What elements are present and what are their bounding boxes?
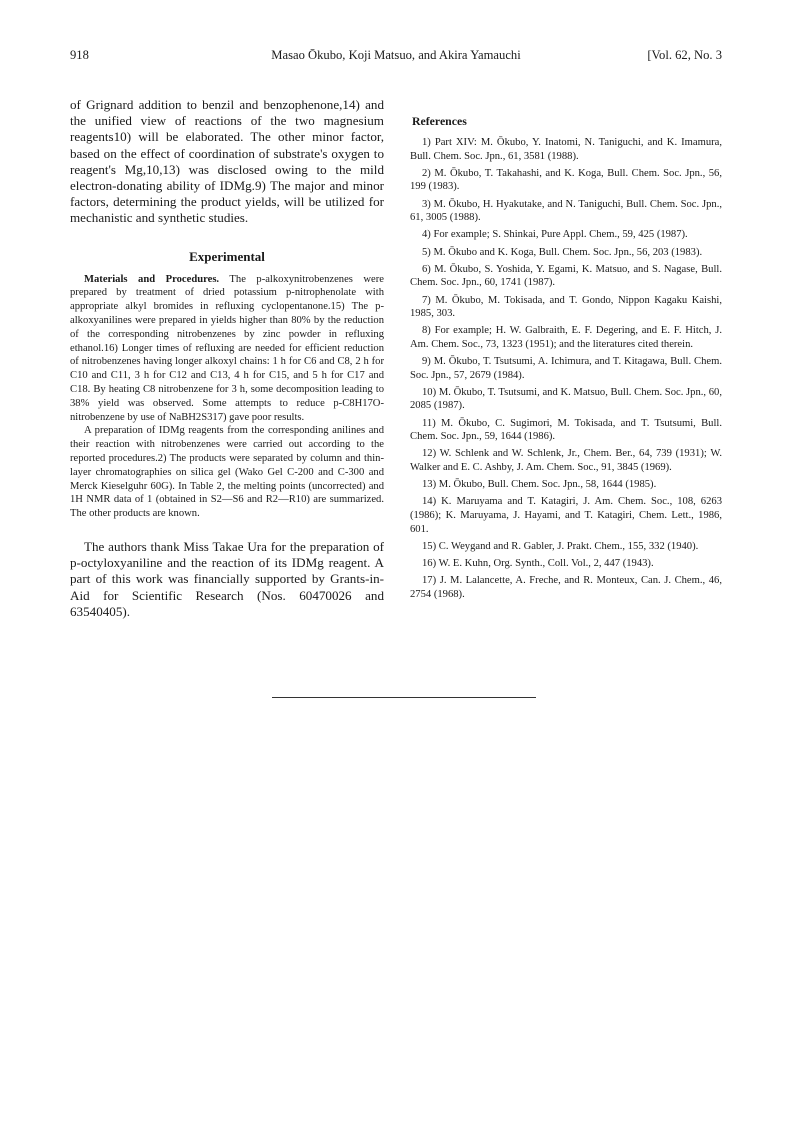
experimental-paragraph-1 xyxy=(70,273,384,425)
reference-item: 10) M. Ōkubo, T. Tsutsumi, and K. Matsuo, Bull. Chem. Soc. Jpn., 60, 2085 (1987). xyxy=(410,386,722,412)
reference-item: 2) M. Ōkubo, T. Takahashi, and K. Koga, Bull. Chem. Soc. Jpn., 56, 199 (1983). xyxy=(410,167,722,193)
reference-item: 16) W. E. Kuhn, Org. Synth., Coll. Vol., 2, 447 (1943). xyxy=(422,557,654,569)
acknowledgement: The authors thank Miss Takae Ura for the preparation of p-octyloxyaniline and the reaction of its IDMg reagent. A part of this work was financially supported by Grants-in-Aid for Scientific Research (Nos. 60470026 and 63540405). xyxy=(70,538,384,619)
reference-item: 17) J. M. Lalancette, A. Freche, and R. Monteux, Can. J. Chem., 46, 2754 (1968). xyxy=(410,575,722,600)
run-in-heading: Materials and Procedures. xyxy=(84,273,220,285)
experimental-paragraph-2: A preparation of IDMg reagents from the corresponding anilines and their reaction with nitrobenzenes were carried out according to the reported procedures.2) The products were separated by column and thin-layer chromatographies on silica gel (Wako Gel C-200 and C-300 and Merck Kieselguhr 60G). In Table 2, the melting points (uncorrected) and 1H NMR data of 1 (obtained in S2—S6 and R2—R10) are summarized. The other products are known. xyxy=(70,425,384,520)
left-column xyxy=(70,97,384,620)
reference-item: 5) M. Ōkubo and K. Koga, Bull. Chem. Soc. Jpn., 56, 203 (1983). xyxy=(422,246,703,258)
end-rule xyxy=(272,697,536,698)
page-number: 918 xyxy=(70,48,89,62)
reference-item: 15) C. Weygand and R. Gabler, J. Prakt. Chem., 155, 332 (1940). xyxy=(422,540,699,552)
reference-item: 11) M. Ōkubo, C. Sugimori, M. Tokisada, and T. Tsutsumi, Bull. Chem. Soc. Jpn., 59, 1644 (1986). xyxy=(410,417,722,443)
experimental-paragraph-1-text: The p-alkoxynitrobenzenes were prepared by treatment of dried potassium p-nitrophenolate with appropriate alkyl bromides in refluxing cyclopentanone.15) The p-alkoxyanilines were prepared in yields higher than 80% by the reduction of the corresponding nitrobenzenes by zinc powder in refluxing ethanol.16) Longer times of refluxing are needed for efficient reduction of nitrobenzenes having longer alkoxyl chains: 1 h for C6 and C8, 2 h for C10 and C11, 3 h for C12 and C13, 4 h for C15, and 5 h for C17 and C18. By heating C8 nitrobenzene for 3 h, some decomposition leading to 38% yield was observed. Some attempts to reduce p-C8H17O-nitrobenzene by use of NaBH2S317) gave poor results. xyxy=(70,273,384,423)
reference-item: 14) K. Maruyama and T. Katagiri, J. Am. Chem. Soc., 108, 6263 (1986); K. Maruyama, J. Hayami, and T. Katagiri, Chem. Lett., 1986, 601. xyxy=(410,496,722,535)
volume-info: [Vol. 62, No. 3 xyxy=(647,48,722,62)
running-authors: Masao Ōkubo, Koji Matsuo, and Akira Yamauchi xyxy=(271,48,521,62)
reference-item: 8) For example; H. W. Galbraith, E. F. Degering, and E. F. Hitch, J. Am. Chem. Soc., 73, 1323 (1951); and the literatures cited therein. xyxy=(410,325,722,350)
reference-item: 1) Part XIV: M. Ōkubo, Y. Inatomi, N. Taniguchi, and K. Imamura, Bull. Chem. Soc. Jpn., 61, 3581 (1988). xyxy=(410,137,722,162)
section-heading-experimental: Experimental xyxy=(189,248,265,264)
references-heading: References xyxy=(412,114,467,128)
reference-item: 7) M. Ōkubo, M. Tokisada, and T. Gondo, Nippon Kagaku Kaishi, 1985, 303. xyxy=(410,294,722,320)
reference-item: 6) M. Ōkubo, S. Yoshida, Y. Egami, K. Matsuo, and S. Nagase, Bull. Chem. Soc. Jpn., 60, 1741 (1987). xyxy=(410,263,722,289)
right-column xyxy=(410,114,722,605)
reference-item: 12) W. Schlenk and W. Schlenk, Jr., Chem. Ber., 64, 739 (1931); W. Walker and E. C. Ashby, J. Am. Chem. Soc., 91, 3845 (1969). xyxy=(410,448,722,473)
reference-list xyxy=(410,136,722,601)
running-header xyxy=(70,46,722,64)
reference-item: 3) M. Ōkubo, H. Hyakutake, and N. Taniguchi, Bull. Chem. Soc. Jpn., 61, 3005 (1988). xyxy=(410,198,722,224)
reference-item: 9) M. Ōkubo, T. Tsutsumi, A. Ichimura, and T. Kitagawa, Bull. Chem. Soc. Jpn., 57, 2679 (1984). xyxy=(410,356,722,381)
reference-item: 4) For example; S. Shinkai, Pure Appl. Chem., 59, 425 (1987). xyxy=(422,229,688,241)
intro-paragraph: of Grignard addition to benzil and benzophenone,14) and the unified view of reactions of the two magnesium reagents10) will be elaborated. The other minor factor, based on the effect of coordination of substrate's oxygen to reagent's Mg,10,13) was disclosed owing to the mild electron-donating ability of IDMg.9) The major and minor factors, determining the product yields, will be utilized for mechanistic and synthetic studies. xyxy=(70,97,384,226)
reference-item: 13) M. Ōkubo, Bull. Chem. Soc. Jpn., 58, 1644 (1985). xyxy=(422,479,657,491)
